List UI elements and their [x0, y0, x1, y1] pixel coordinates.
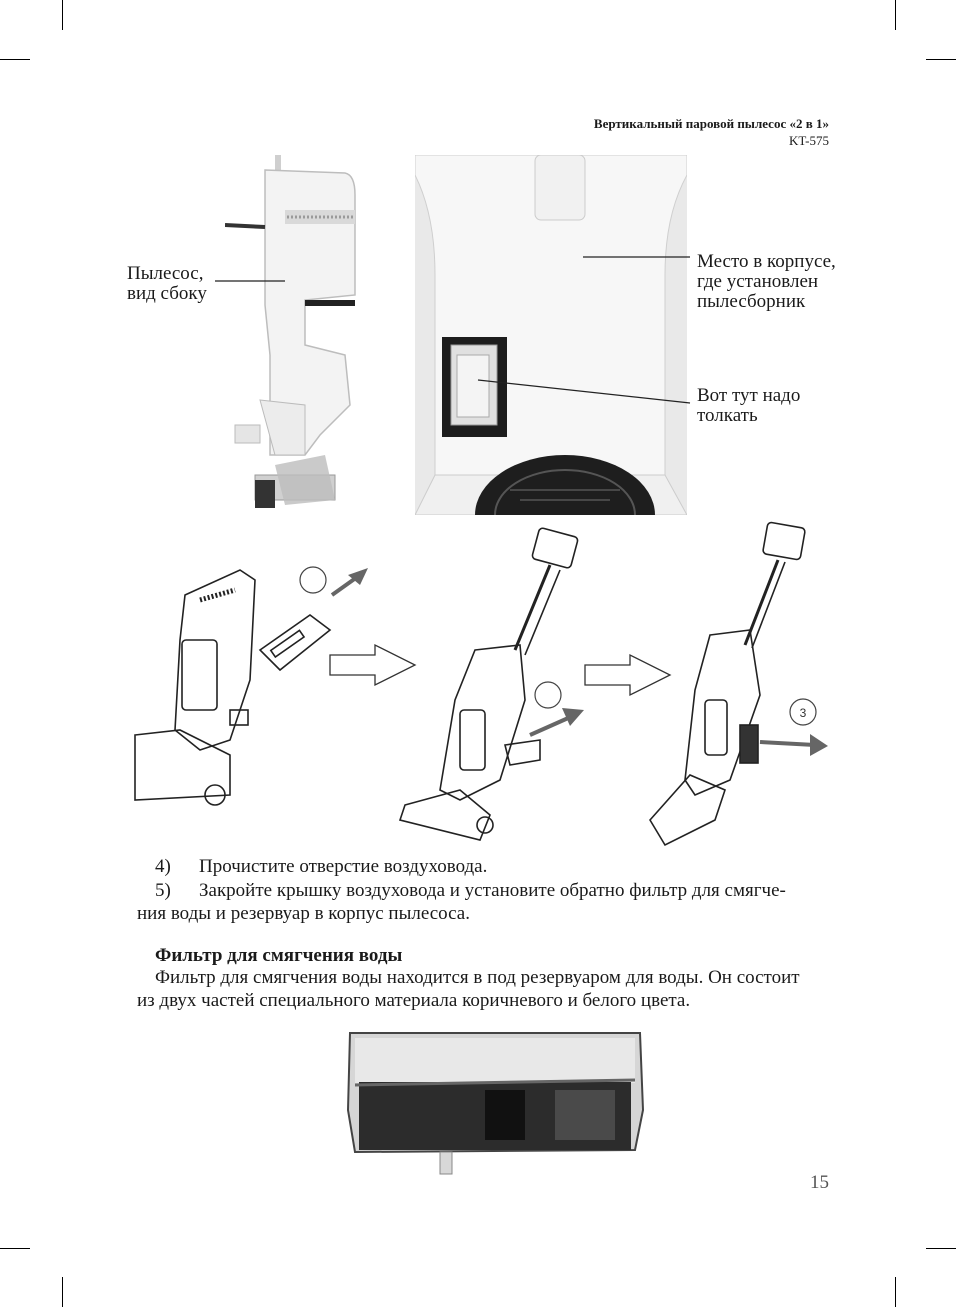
section-para-line1: Фильтр для смягчения воды находится в под резервуаром для воды. Он состоит — [155, 967, 800, 988]
crop-mark — [926, 1248, 956, 1249]
step-badge-3 — [790, 699, 816, 725]
label-dust-place-line2: где установлен — [697, 271, 819, 292]
crop-mark — [0, 1248, 30, 1249]
leader-lines — [0, 0, 956, 500]
label-side-view-line1: Пылесос, — [127, 263, 204, 284]
label-push-line2: толкать — [697, 405, 758, 426]
section-para-line2: из двух частей специального материала коричневого и белого цвета. — [137, 990, 691, 1011]
label-push-line1: Вот тут надо — [697, 385, 801, 406]
document-title: Вертикальный паровой пылесос «2 в 1» — [593, 116, 829, 131]
crop-mark — [62, 1277, 63, 1307]
vacuum-drawing-3 — [650, 522, 805, 845]
label-dust-place-line1: Место в корпусе, — [697, 251, 836, 272]
step-5-text: Закройте крышку воздуховода и установите обратно фильтр для смягче- — [199, 880, 786, 901]
arrowhead-2 — [562, 708, 584, 726]
page-number: 15 — [810, 1172, 829, 1193]
removal-steps-diagram — [120, 520, 840, 860]
label-dust-place-line3: пылесборник — [697, 291, 806, 312]
water-tank-photo — [345, 1030, 645, 1178]
vacuum-drawing-1 — [135, 570, 330, 805]
crop-mark — [895, 1277, 896, 1307]
label-dust-place — [697, 252, 836, 312]
step-5-continued: ния воды и резервуар в корпус пылесоса. — [137, 903, 470, 924]
step-4 — [155, 855, 835, 878]
step-4-text: Прочистите отверстие воздуховода. — [199, 856, 488, 877]
step-5 — [155, 879, 835, 902]
label-side-view-line2: вид сбоку — [127, 283, 207, 304]
step-num-3-text: 3 — [799, 706, 807, 720]
block-arrow-2 — [585, 655, 670, 695]
label-side-view — [127, 264, 207, 304]
step-4-num: 4) — [155, 856, 171, 877]
label-push-here — [697, 386, 800, 426]
section-heading: Фильтр для смягчения воды — [155, 945, 403, 966]
step-badge-1-label: 1 — [310, 572, 318, 584]
step-badge-2-label: 2 — [545, 687, 553, 699]
arrowhead-3 — [810, 734, 828, 756]
step-5-num: 5) — [155, 880, 171, 901]
model-code: KT-575 — [789, 133, 829, 148]
arrow-out-3 — [760, 742, 815, 745]
block-arrow-1 — [330, 645, 415, 685]
